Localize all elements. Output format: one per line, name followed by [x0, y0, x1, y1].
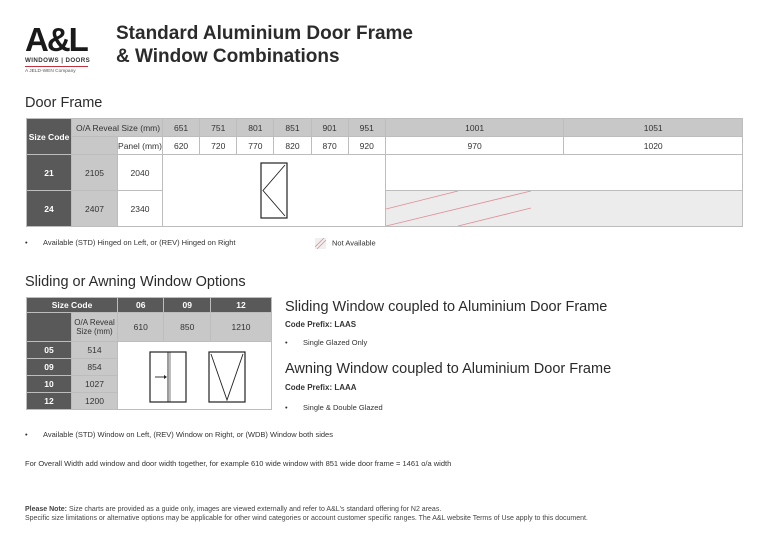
window-row-code: 10 [27, 376, 72, 393]
company-logo [25, 21, 95, 75]
door-size-code: 24 [27, 191, 72, 227]
not-available-cell [385, 191, 742, 227]
not-available-hatch [386, 191, 531, 226]
window-row-code: 05 [27, 342, 72, 359]
window-row-code: 12 [27, 393, 72, 410]
door-reveal-size: 1001 [385, 119, 564, 137]
logo-company: A JELD-WEN Company [25, 69, 76, 75]
awning-code-prefix: Code Prefix: LAAA [285, 383, 357, 392]
door-reveal-size: 901 [311, 119, 348, 137]
door-panel-size: 770 [237, 137, 274, 155]
sliding-bullet-text: Single Glazed Only [303, 338, 368, 347]
door-hinge-note: • Available (STD) Hinged on Left, or (REV) Hinged on Right [25, 238, 236, 247]
door-frame-heading: Door Frame [25, 95, 103, 111]
overall-width-note: For Overall Width add window and door width together, for example 610 wide window with 851 wide door frame = 1461 o/a width [25, 459, 452, 468]
page-title-line1: Standard Aluminium Door Frame [116, 23, 413, 44]
door-hinged-icon [260, 162, 288, 219]
logo-subtitle: WINDOWS | DOORS [25, 57, 91, 64]
window-row-size: 1200 [72, 393, 118, 410]
window-options-table [26, 297, 272, 410]
footnote-line2: Specific size limitations or alternative options may be applicable for other wind categories or account customer specific ranges. The A&L website Terms of Use apply to this document. [25, 514, 588, 522]
window-options-heading: Sliding or Awning Window Options [25, 274, 246, 290]
table-row [27, 155, 743, 191]
window-row-size: 514 [72, 342, 118, 359]
door-panel-size: 820 [274, 137, 311, 155]
door-panel-size: 970 [385, 137, 564, 155]
logo-rule [25, 66, 88, 67]
door-panel-size: 920 [348, 137, 385, 155]
sliding-bullet: • Single Glazed Only [285, 338, 368, 347]
door-oa-height: 2105 [72, 155, 118, 191]
door-panel-size: 720 [200, 137, 237, 155]
door-hinge-note-text: Available (STD) Hinged on Left, or (REV) Hinged on Right [43, 238, 236, 247]
window-illustrations [120, 348, 270, 404]
sliding-window-title: Sliding Window coupled to Aluminium Door Frame [285, 299, 608, 315]
window-width: 850 [164, 313, 210, 342]
door-reveal-size: 851 [274, 119, 311, 137]
door-oa-height: 2407 [72, 191, 118, 227]
window-row-code: 09 [27, 359, 72, 376]
footnote [25, 506, 588, 523]
door-blank-cell [72, 137, 118, 155]
not-available-swatch [315, 238, 326, 249]
table-row [27, 342, 272, 359]
footnote-label: Please Note: [25, 506, 68, 513]
not-available-label: Not Available [332, 238, 376, 248]
logo-mark: A&L [25, 21, 87, 58]
window-width: 610 [118, 313, 164, 342]
door-panel-size: 870 [311, 137, 348, 155]
awning-bullet-text: Single & Double Glazed [303, 403, 383, 412]
page-title-line2: & Window Combinations [116, 46, 340, 67]
door-oa-reveal-header: O/A Reveal Size (mm) [72, 119, 163, 137]
door-illustration-cell [163, 155, 386, 227]
door-available-cell [385, 155, 742, 191]
door-panel-height: 2040 [118, 155, 163, 191]
door-frame-table [26, 118, 743, 227]
door-reveal-size: 751 [200, 119, 237, 137]
footnote-line1: Size charts are provided as a guide only, images are viewed externally and refer to A&L's standard offering for N2 areas. [67, 506, 442, 513]
door-reveal-size: 951 [348, 119, 385, 137]
window-code: 09 [164, 298, 210, 313]
door-reveal-size: 801 [237, 119, 274, 137]
door-panel-size: 620 [163, 137, 200, 155]
window-width: 1210 [210, 313, 271, 342]
window-size-code-header: Size Code [27, 298, 118, 313]
window-oa-reveal-header: O/A Reveal Size (mm) [72, 313, 118, 342]
window-blank-cell [27, 313, 72, 342]
sliding-window-icon [150, 352, 186, 402]
door-panel-size: 1020 [564, 137, 743, 155]
door-reveal-size: 651 [163, 119, 200, 137]
window-code: 06 [118, 298, 164, 313]
window-illustration-cell [118, 342, 272, 410]
door-panel-header: Panel (mm) [118, 137, 163, 155]
awning-window-icon [209, 352, 245, 402]
window-side-note-text: Available (STD) Window on Left, (REV) Window on Right, or (WDB) Window both sides [43, 430, 333, 439]
page-title [116, 22, 413, 68]
door-size-code-header: Size Code [27, 119, 72, 155]
sliding-code-prefix: Code Prefix: LAAS [285, 320, 357, 329]
awning-window-title: Awning Window coupled to Aluminium Door Frame [285, 361, 612, 377]
window-code: 12 [210, 298, 271, 313]
door-panel-height: 2340 [118, 191, 163, 227]
door-size-code: 21 [27, 155, 72, 191]
awning-bullet: • Single & Double Glazed [285, 403, 383, 412]
window-side-note: • Available (STD) Window on Left, (REV) Window on Right, or (WDB) Window both sides [25, 430, 333, 439]
window-row-size: 854 [72, 359, 118, 376]
window-row-size: 1027 [72, 376, 118, 393]
not-available-legend [315, 238, 376, 249]
door-reveal-size: 1051 [564, 119, 743, 137]
